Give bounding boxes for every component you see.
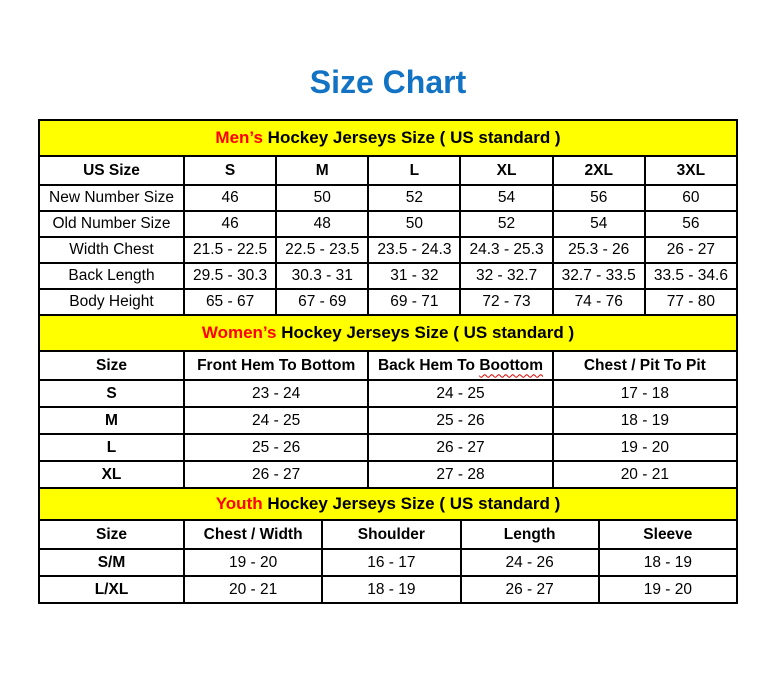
data-cell: 72 - 73 (460, 289, 552, 315)
data-cell: 56 (645, 211, 737, 237)
section-youth (38, 487, 738, 604)
table-row (39, 185, 737, 211)
column-header: US Size (39, 156, 184, 185)
data-cell: 23.5 - 24.3 (368, 237, 460, 263)
section-title-mens (39, 120, 737, 156)
data-cell: 65 - 67 (184, 289, 276, 315)
table-row (39, 263, 737, 289)
row-label: Old Number Size (39, 211, 184, 237)
row-label: XL (39, 461, 184, 488)
section-title-highlight: Men’s (215, 128, 263, 147)
column-header: Chest / Width (184, 520, 322, 549)
data-cell: 27 - 28 (368, 461, 552, 488)
data-cell: 26 - 27 (184, 461, 368, 488)
column-header: Size (39, 520, 184, 549)
data-cell: 26 - 27 (461, 576, 599, 603)
row-label: L/XL (39, 576, 184, 603)
section-womens (38, 314, 738, 489)
table-row (39, 211, 737, 237)
data-cell: 19 - 20 (599, 576, 737, 603)
data-cell: 17 - 18 (553, 380, 737, 407)
table-row (39, 407, 737, 434)
table-row (39, 380, 737, 407)
data-cell: 20 - 21 (553, 461, 737, 488)
row-label: Back Length (39, 263, 184, 289)
section-title-womens (39, 315, 737, 351)
column-header-row (39, 156, 737, 185)
column-header: XL (460, 156, 552, 185)
table-row (39, 434, 737, 461)
row-label: M (39, 407, 184, 434)
data-cell: 54 (460, 185, 552, 211)
row-label: S (39, 380, 184, 407)
data-cell: 60 (645, 185, 737, 211)
section-title-rest: Hockey Jerseys Size ( US standard ) (262, 494, 561, 513)
data-cell: 52 (368, 185, 460, 211)
data-cell: 19 - 20 (184, 549, 322, 576)
data-cell: 18 - 19 (599, 549, 737, 576)
data-cell: 25 - 26 (368, 407, 552, 434)
data-cell: 52 (460, 211, 552, 237)
section-title-rest: Hockey Jerseys Size ( US standard ) (262, 128, 561, 147)
data-cell: 32.7 - 33.5 (553, 263, 645, 289)
data-cell: 26 - 27 (368, 434, 552, 461)
section-title-highlight: Women’s (201, 323, 277, 342)
data-cell: 69 - 71 (368, 289, 460, 315)
column-header: S (184, 156, 276, 185)
column-header: Size (39, 351, 184, 380)
data-cell: 26 - 27 (645, 237, 737, 263)
page-title: Size Chart (309, 64, 467, 100)
data-cell: 22.5 - 23.5 (276, 237, 368, 263)
data-cell: 46 (184, 211, 276, 237)
table-row (39, 461, 737, 488)
data-cell: 50 (368, 211, 460, 237)
column-header: Front Hem To Bottom (184, 351, 368, 380)
column-header: M (276, 156, 368, 185)
section-title-rest: Hockey Jerseys Size ( US standard ) (276, 323, 575, 342)
column-header: 3XL (645, 156, 737, 185)
data-cell: 20 - 21 (184, 576, 322, 603)
column-header: L (368, 156, 460, 185)
table-row (39, 237, 737, 263)
data-cell: 67 - 69 (276, 289, 368, 315)
data-cell: 18 - 19 (322, 576, 460, 603)
data-cell: 32 - 32.7 (460, 263, 552, 289)
table-row (39, 576, 737, 603)
row-label: New Number Size (39, 185, 184, 211)
column-header-row (39, 520, 737, 549)
row-label: L (39, 434, 184, 461)
column-header: Shoulder (322, 520, 460, 549)
data-cell: 25 - 26 (184, 434, 368, 461)
data-cell: 74 - 76 (553, 289, 645, 315)
section-band-mens (39, 120, 737, 156)
data-cell: 31 - 32 (368, 263, 460, 289)
data-cell: 24.3 - 25.3 (460, 237, 552, 263)
column-header: Back Hem To Boottom (368, 351, 552, 380)
data-cell: 24 - 25 (368, 380, 552, 407)
data-cell: 24 - 26 (461, 549, 599, 576)
column-header: Chest / Pit To Pit (553, 351, 737, 380)
row-label: Width Chest (39, 237, 184, 263)
column-header: Length (461, 520, 599, 549)
column-header-row (39, 351, 737, 380)
data-cell: 23 - 24 (184, 380, 368, 407)
data-cell: 16 - 17 (322, 549, 460, 576)
section-band-youth (39, 488, 737, 520)
row-label: Body Height (39, 289, 184, 315)
section-title-youth (39, 488, 737, 520)
data-cell: 46 (184, 185, 276, 211)
section-band-womens (39, 315, 737, 351)
data-cell: 24 - 25 (184, 407, 368, 434)
section-title-highlight: Youth (215, 494, 263, 513)
column-header: 2XL (553, 156, 645, 185)
data-cell: 48 (276, 211, 368, 237)
column-header: Sleeve (599, 520, 737, 549)
misspelled-word: Boottom (479, 356, 544, 374)
row-label: S/M (39, 549, 184, 576)
data-cell: 56 (553, 185, 645, 211)
data-cell: 18 - 19 (553, 407, 737, 434)
section-mens (38, 119, 738, 316)
data-cell: 30.3 - 31 (276, 263, 368, 289)
table-row (39, 549, 737, 576)
table-row (39, 289, 737, 315)
size-chart (38, 119, 738, 604)
data-cell: 77 - 80 (645, 289, 737, 315)
data-cell: 25.3 - 26 (553, 237, 645, 263)
data-cell: 33.5 - 34.6 (645, 263, 737, 289)
data-cell: 19 - 20 (553, 434, 737, 461)
data-cell: 21.5 - 22.5 (184, 237, 276, 263)
data-cell: 50 (276, 185, 368, 211)
data-cell: 54 (553, 211, 645, 237)
data-cell: 29.5 - 30.3 (184, 263, 276, 289)
